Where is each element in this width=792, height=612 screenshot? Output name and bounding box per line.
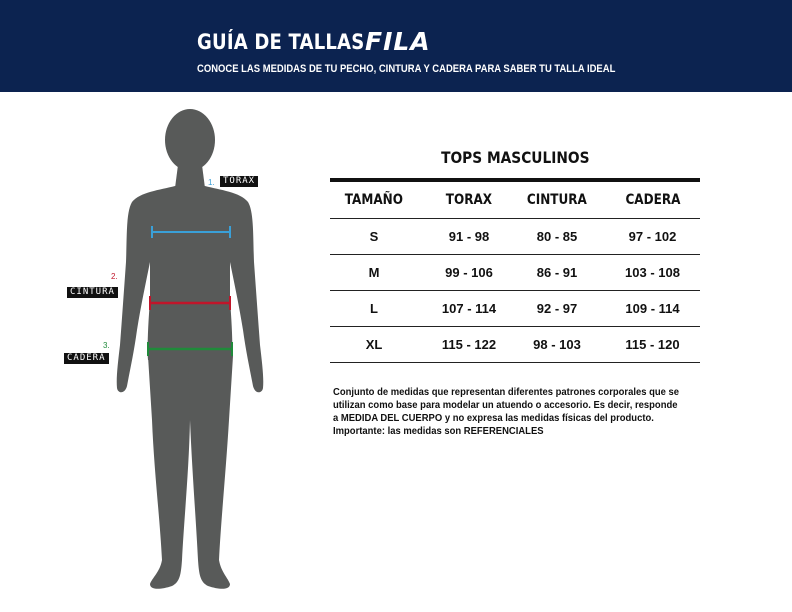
cintura-cell: 98 - 103 bbox=[533, 337, 581, 352]
note-line: Importante: las medidas son REFERENCIALES bbox=[333, 425, 544, 437]
page-title: GUÍA DE TALLAS bbox=[197, 30, 365, 54]
table-title: TOPS MASCULINOS bbox=[440, 148, 590, 167]
cintura-cell: 80 - 85 bbox=[536, 229, 578, 244]
page-subtitle: CONOCE LAS MEDIDAS DE TU PECHO, CINTURA Y CADERA PARA SABER TU TALLA IDEAL bbox=[197, 63, 616, 75]
disclaimer-note bbox=[333, 386, 713, 438]
header-cintura: CINTURA bbox=[527, 192, 587, 208]
size-cell: L bbox=[370, 301, 378, 316]
torax-cell: 91 - 98 bbox=[448, 229, 490, 244]
size-table bbox=[330, 178, 700, 363]
header-torax: TORAX bbox=[445, 192, 493, 208]
table-row bbox=[330, 219, 700, 255]
size-cell: XL bbox=[365, 337, 383, 352]
header-banner bbox=[0, 0, 792, 92]
size-cell: M bbox=[368, 265, 380, 280]
table-row bbox=[330, 291, 700, 327]
table-row bbox=[330, 327, 700, 363]
note-line: Conjunto de medidas que representan diferentes patrones corporales que se bbox=[333, 386, 680, 398]
cadera-tag: CADERA bbox=[64, 353, 109, 364]
cintura-number: 2. bbox=[111, 272, 118, 281]
cadera-cell: 109 - 114 bbox=[625, 301, 680, 316]
table-header-row bbox=[330, 182, 700, 219]
cintura-tag: CINTURA bbox=[67, 287, 118, 298]
cadera-cell: 103 - 108 bbox=[625, 265, 680, 280]
cadera-number: 3. bbox=[103, 341, 110, 350]
note-line: utilizan como base para modelar un atuendo o accesorio. Es decir, responde bbox=[333, 399, 678, 411]
torax-cell: 107 - 114 bbox=[441, 301, 497, 316]
note-line: a MEDIDA DEL CUERPO y no expresa las medidas físicas del producto. bbox=[333, 412, 654, 424]
header-tamano: TAMAÑO bbox=[344, 192, 404, 208]
fila-logo: FILA bbox=[365, 27, 431, 56]
cadera-cell: 115 - 120 bbox=[625, 337, 680, 352]
torax-cell: 99 - 106 bbox=[445, 265, 493, 280]
cintura-cell: 92 - 97 bbox=[536, 301, 578, 316]
body-silhouette-figure bbox=[0, 100, 300, 600]
cadera-cell: 97 - 102 bbox=[628, 229, 677, 244]
cintura-cell: 86 - 91 bbox=[536, 265, 578, 280]
size-cell: S bbox=[369, 229, 379, 244]
header-cadera: CADERA bbox=[625, 192, 680, 208]
torax-cell: 115 - 122 bbox=[441, 337, 497, 352]
torax-number: 1. bbox=[208, 178, 215, 187]
table-row bbox=[330, 255, 700, 291]
torax-tag: TORAX bbox=[220, 176, 258, 187]
